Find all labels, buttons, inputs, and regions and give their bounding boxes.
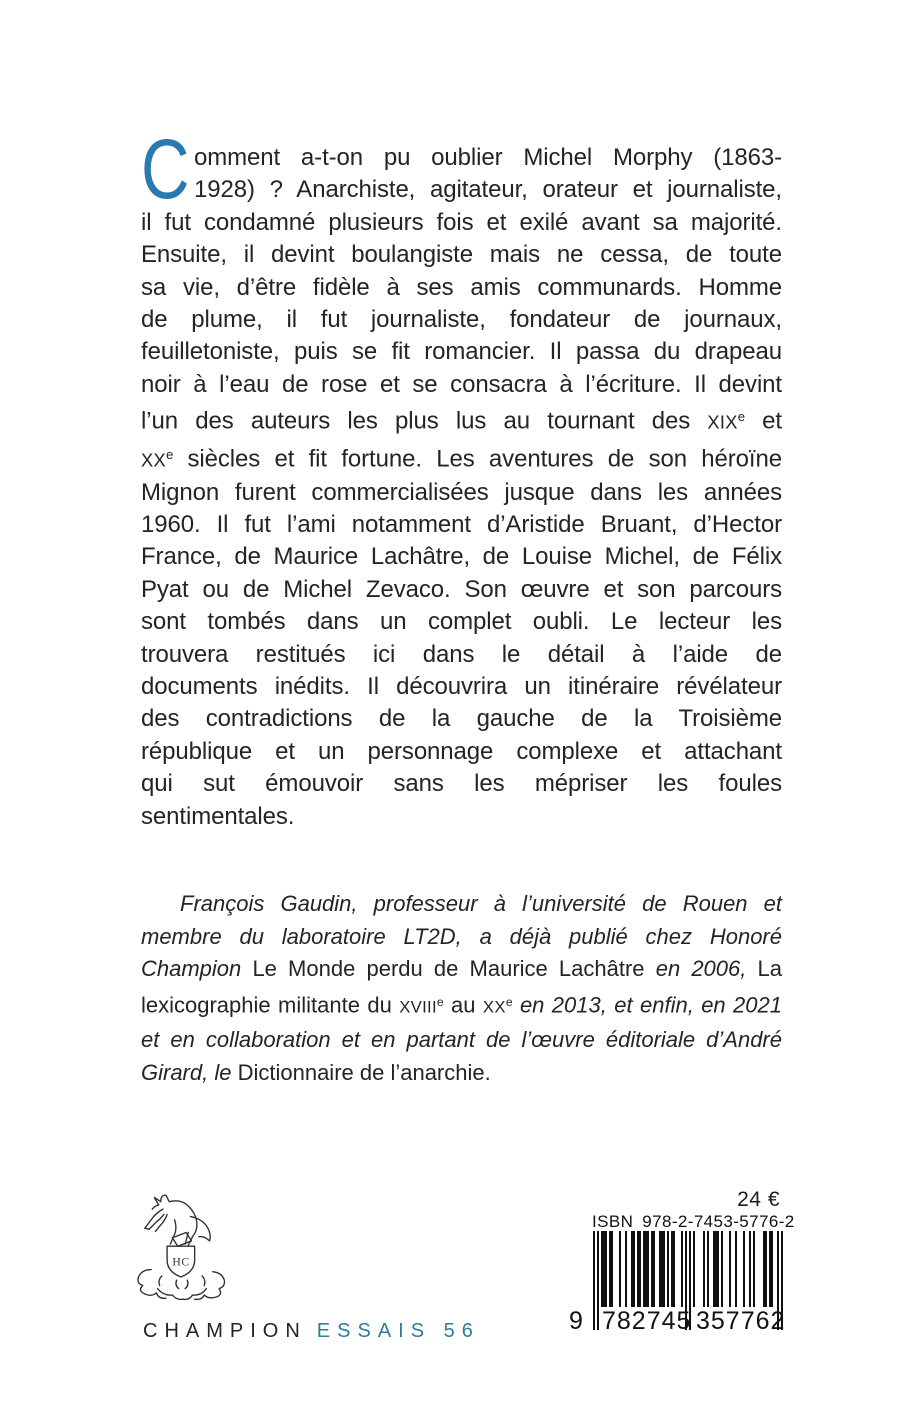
synopsis-line: omment a-t-on pu oublier Michel Morphy (1863- [194, 144, 782, 171]
synopsis-line: feuilletoniste, puis se fit romancier. Il passa du drapeau [141, 338, 782, 366]
price: 24 € [737, 1188, 780, 1211]
publisher-name: CHAMPION [143, 1320, 307, 1342]
synopsis-line: Ensuite, il devint boulangiste mais ne cessa, de toute [141, 241, 782, 269]
barcode-digit-first: 9 [569, 1307, 583, 1335]
dropcap-letter: C [141, 122, 190, 216]
synopsis-line: l’un des auteurs les plus lus au tournant des XIXe et [141, 407, 782, 435]
publisher-logo [130, 1182, 236, 1302]
synopsis-line: des contradictions de la gauche de la Troisième [141, 705, 782, 733]
synopsis-line: 1928) ? Anarchiste, agitateur, orateur et journaliste, [194, 176, 782, 204]
bio-line: François Gaudin, professeur à l’université de Rouen et [180, 891, 782, 916]
synopsis [141, 122, 782, 833]
synopsis-line: qui sut émouvoir sans les mépriser les foules [141, 770, 782, 798]
isbn-label: ISBN [592, 1212, 634, 1231]
synopsis-line: république et un personnage complexe et attachant [141, 737, 782, 765]
collection-line [143, 1320, 480, 1343]
bio [141, 888, 782, 1089]
synopsis-line: Mignon furent commercialisées jusque dans les années [141, 478, 782, 506]
barcode-digits-left: 782745 [602, 1307, 692, 1335]
synopsis-line: il fut condamné plusieurs fois et exilé avant sa majorité. [141, 208, 782, 236]
synopsis-line: sont tombés dans un complet oubli. Le lecteur les [141, 608, 782, 636]
synopsis-line: sentimentales. [141, 802, 295, 830]
bio-line: membre du laboratoire LT2D, a déjà publié chez Honoré [141, 923, 782, 949]
ean13-barcode [569, 1231, 786, 1341]
isbn-line [592, 1212, 795, 1232]
synopsis-line: 1960. Il fut l’ami notamment d’Aristide Bruant, d’Hector [141, 510, 782, 538]
synopsis-line: Pyat ou de Michel Zevaco. Son œuvre et son parcours [141, 575, 782, 603]
isbn-value: 978-2-7453-5776-2 [642, 1212, 795, 1231]
logo-monogram: HC [172, 1255, 190, 1269]
barcode-digits-right: 357762 [696, 1307, 786, 1335]
collection-name: ESSAIS 56 [316, 1320, 480, 1342]
synopsis-line: XXe siècles et fit fortune. Les aventures de son héroïne [141, 445, 782, 473]
synopsis-line: noir à l’eau de rose et se consacra à l’écriture. Il devint [141, 370, 782, 398]
synopsis-line: sa vie, d’être fidèle à ses amis communards. Homme [141, 273, 782, 301]
bio-line: Girard, le Dictionnaire de l’anarchie. [141, 1059, 491, 1085]
synopsis-line: documents inédits. Il découvrira un itinéraire révélateur [141, 673, 782, 700]
synopsis-line: de plume, il fut journaliste, fondateur de journaux, [141, 306, 782, 334]
synopsis-line: France, de Maurice Lachâtre, de Louise Michel, de Félix [141, 543, 782, 571]
horse-emblem-icon [130, 1182, 236, 1302]
bio-line: lexicographie militante du XVIIIe au XXe en 2013, et enfin, en 2021 [141, 992, 782, 1018]
bio-line: et en collaboration et en partant de l’œuvre éditoriale d’André [141, 1027, 782, 1053]
bio-line: Champion Le Monde perdu de Maurice Lachâtre en 2006, La [141, 956, 783, 982]
synopsis-line: trouvera restitués ici dans le détail à l’aide de [141, 640, 782, 668]
